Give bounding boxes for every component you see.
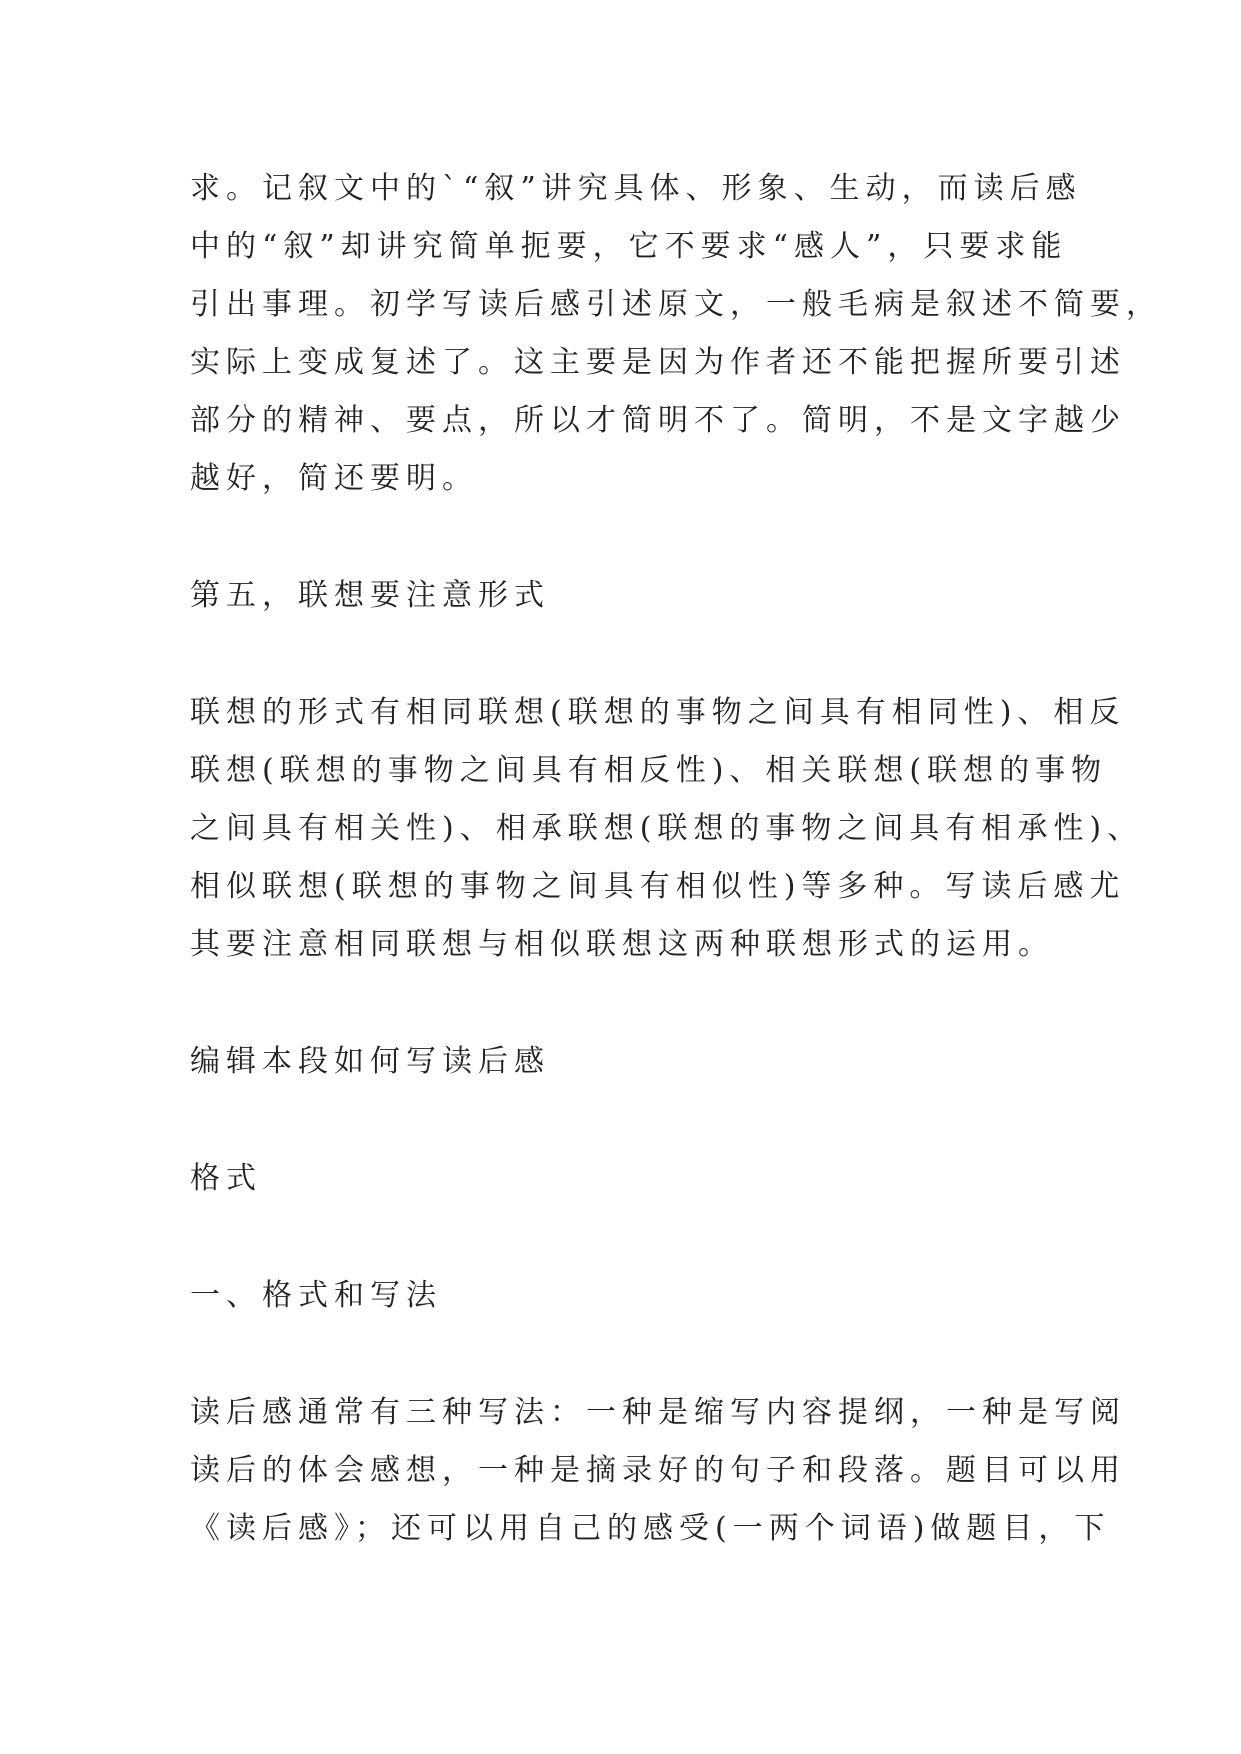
text-line: 实际上变成复述了。这主要是因为作者还不能把握所要引述 — [190, 345, 1126, 380]
text-line: 读后感通常有三种写法：一种是缩写内容提纲，一种是写阅 — [190, 1395, 1126, 1430]
paragraph-association-forms — [190, 684, 1144, 974]
text-line: 越好，简还要明。 — [190, 461, 478, 496]
paragraph-gap — [190, 625, 1060, 684]
paragraph-gap — [190, 1208, 1060, 1267]
text-line: 联想(联想的事物之间具有相反性)、相关联想(联想的事物 — [190, 753, 1108, 788]
text-line: 联想的形式有相同联想(联想的事物之间具有相同性)、相反 — [190, 695, 1126, 730]
section-heading-format: 格式 — [190, 1161, 262, 1196]
text-line: 读后的体会感想，一种是摘录好的句子和段落。题目可以用 — [190, 1453, 1126, 1488]
text-line: 之间具有相关性)、相承联想(联想的事物之间具有相承性)、 — [190, 811, 1144, 846]
paragraph-gap — [190, 974, 1060, 1033]
paragraph-narration-brevity — [190, 160, 1162, 508]
text-line: 《读后感》；还可以用自己的感受(一两个词语)做题目，下 — [190, 1511, 1111, 1546]
section-heading-association: 第五，联想要注意形式 — [190, 578, 550, 613]
text-line: 中的“叙”却讲究简单扼要，它不要求“感人”，只要求能 — [190, 229, 1068, 264]
text-line: 其要注意相同联想与相似联想这两种联想形式的运用。 — [190, 927, 1054, 962]
text-line: 相似联想(联想的事物之间具有相似性)等多种。写读后感尤 — [190, 869, 1126, 904]
section-heading-how-to-write: 编辑本段如何写读后感 — [190, 1044, 550, 1079]
text-line: 引出事理。初学写读后感引述原文，一般毛病是叙述不简要， — [190, 287, 1162, 322]
document-body — [190, 160, 1162, 1558]
paragraph-gap — [190, 508, 1060, 567]
paragraph-three-methods — [190, 1384, 1126, 1558]
text-line: 求。记叙文中的`“叙”讲究具体、形象、生动，而读后感 — [190, 171, 1082, 206]
paragraph-gap — [190, 1091, 1060, 1150]
paragraph-gap — [190, 1325, 1060, 1384]
section-heading-format-and-method: 一、格式和写法 — [190, 1278, 442, 1313]
text-line: 部分的精神、要点，所以才简明不了。简明，不是文字越少 — [190, 403, 1126, 438]
